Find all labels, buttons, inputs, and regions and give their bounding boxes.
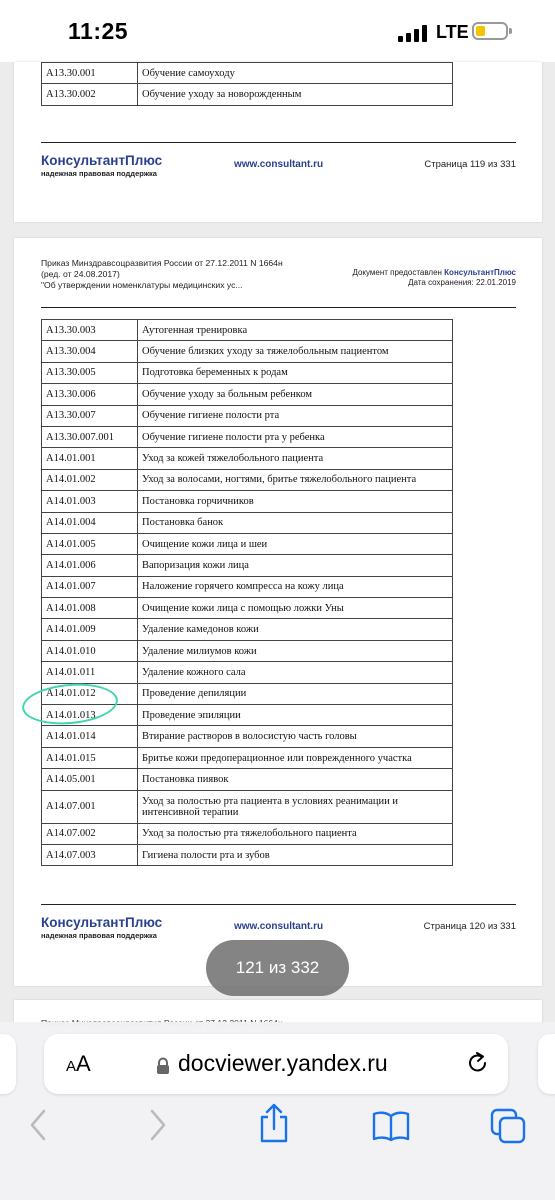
document-page-119 <box>14 62 542 222</box>
next-tab-card[interactable] <box>538 1034 555 1094</box>
service-code: A14.01.012 <box>42 683 138 704</box>
service-name: Гигиена полости рта и зубов <box>138 844 453 865</box>
service-code: A13.30.003 <box>42 320 138 341</box>
service-name: Очищение кожи лица с помощью ложки Уны <box>138 598 453 619</box>
status-bar <box>0 0 555 62</box>
forward-icon[interactable] <box>148 1108 168 1142</box>
service-name: Аутогенная тренировка <box>138 320 453 341</box>
network-type: LTE <box>436 22 469 42</box>
service-name: Обучение гигиене полости рта <box>138 405 453 426</box>
page-119-table <box>41 62 453 106</box>
site-link[interactable]: www.consultant.ru <box>234 921 324 932</box>
table-row <box>42 555 453 576</box>
service-name: Уход за полостью рта тяжелобольного пациента <box>138 823 453 844</box>
service-code: A14.07.001 <box>42 790 138 823</box>
table-row <box>42 769 453 790</box>
reader-settings-button[interactable]: AA <box>66 1051 91 1076</box>
service-name: Наложение горячего компресса на кожу лица <box>138 576 453 597</box>
page-number: Страница 120 из 331 <box>423 921 516 932</box>
table-row <box>42 448 453 469</box>
service-code: A14.01.011 <box>42 662 138 683</box>
service-code: A14.01.015 <box>42 747 138 768</box>
service-name: Удаление кожного сала <box>138 662 453 683</box>
service-name: Обучение уходу за новорожденным <box>138 84 453 105</box>
table-row <box>42 823 453 844</box>
table-row <box>42 405 453 426</box>
service-name: Уход за волосами, ногтями, бритье тяжелобольного пациента <box>138 469 453 490</box>
header-divider <box>41 307 516 308</box>
service-name: Обучение гигиене полости рта у ребенка <box>138 426 453 447</box>
service-code: A14.01.003 <box>42 491 138 512</box>
table-row <box>42 491 453 512</box>
table-row <box>42 384 453 405</box>
service-code: A14.01.002 <box>42 469 138 490</box>
service-name: Вапоризация кожи лица <box>138 555 453 576</box>
table-row <box>42 512 453 533</box>
service-code: A13.30.006 <box>42 384 138 405</box>
service-code: A14.01.010 <box>42 640 138 661</box>
browser-toolbar <box>0 1022 555 1200</box>
service-code: A14.01.004 <box>42 512 138 533</box>
service-name: Обучение самоуходу <box>138 63 453 84</box>
service-code: A14.01.014 <box>42 726 138 747</box>
service-name: Уход за кожей тяжелобольного пациента <box>138 448 453 469</box>
bookmarks-icon[interactable] <box>372 1110 410 1142</box>
share-icon[interactable] <box>258 1102 290 1144</box>
table-row <box>42 533 453 554</box>
document-header-source: Документ предоставлен КонсультантПлюс Дата сохранения: 22.01.2019 <box>352 268 516 287</box>
table-row <box>42 662 453 683</box>
service-code: A14.01.008 <box>42 598 138 619</box>
service-name: Постановка банок <box>138 512 453 533</box>
table-row <box>42 844 453 865</box>
table-row <box>42 63 453 84</box>
service-code: A14.07.003 <box>42 844 138 865</box>
service-code: A14.07.002 <box>42 823 138 844</box>
service-name: Обучение близких уходу за тяжелобольным пациентом <box>138 341 453 362</box>
page-120-table <box>41 319 453 866</box>
service-code: A13.30.001 <box>42 63 138 84</box>
site-link[interactable]: www.consultant.ru <box>234 159 324 170</box>
lock-icon <box>156 1057 170 1075</box>
previous-tab-card[interactable] <box>0 1034 16 1094</box>
service-name: Проведение эпиляции <box>138 705 453 726</box>
page-indicator: 121 из 332 <box>206 940 349 996</box>
service-code: A13.30.002 <box>42 84 138 105</box>
service-code: A13.30.007 <box>42 405 138 426</box>
table-row <box>42 640 453 661</box>
back-icon[interactable] <box>28 1108 48 1142</box>
table-row <box>42 426 453 447</box>
table-row <box>42 619 453 640</box>
service-name: Проведение депиляции <box>138 683 453 704</box>
service-code: A14.01.007 <box>42 576 138 597</box>
service-name: Постановка пиявок <box>138 769 453 790</box>
cellular-signal-icon <box>398 24 428 42</box>
address-bar[interactable] <box>44 1034 508 1094</box>
reload-icon[interactable] <box>466 1050 490 1076</box>
table-row <box>42 469 453 490</box>
service-name: Удаление камедонов кожи <box>138 619 453 640</box>
service-name: Уход за полостью рта пациента в условиях реанимации и интенсивной терапии <box>138 790 453 823</box>
document-header-title: Приказ Минздравсоцразвития России от 27.12.2011 N 1664н (ред. от 24.08.2017) "Об утверждении номенклатуры медицинских ус... <box>41 258 283 290</box>
service-code: A13.30.007.001 <box>42 426 138 447</box>
consultant-logo: КонсультантПлюс надежная правовая поддержка <box>41 153 163 178</box>
service-name: Очищение кожи лица и шеи <box>138 533 453 554</box>
table-row <box>42 726 453 747</box>
service-name: Удаление милиумов кожи <box>138 640 453 661</box>
battery-icon <box>472 22 508 40</box>
table-row <box>42 598 453 619</box>
service-code: A14.05.001 <box>42 769 138 790</box>
table-row <box>42 362 453 383</box>
document-page-120 <box>14 238 542 986</box>
table-row <box>42 341 453 362</box>
service-name: Постановка горчичников <box>138 491 453 512</box>
page-119-footer <box>41 142 516 193</box>
service-code: A13.30.005 <box>42 362 138 383</box>
table-row <box>42 84 453 105</box>
service-code: A14.01.013 <box>42 705 138 726</box>
service-code: A14.01.005 <box>42 533 138 554</box>
service-code: A14.01.001 <box>42 448 138 469</box>
service-code: A13.30.004 <box>42 341 138 362</box>
service-name: Втирание растворов в волосистую часть головы <box>138 726 453 747</box>
table-row <box>42 576 453 597</box>
url-text[interactable]: docviewer.yandex.ru <box>178 1050 388 1076</box>
service-name: Бритье кожи предоперационное или поврежденного участка <box>138 747 453 768</box>
status-time: 11:25 <box>68 18 129 44</box>
service-code: A14.01.009 <box>42 619 138 640</box>
table-row <box>42 747 453 768</box>
tabs-icon[interactable] <box>490 1108 526 1144</box>
consultant-logo: КонсультантПлюс надежная правовая поддержка <box>41 915 163 940</box>
page-number: Страница 119 из 331 <box>424 159 516 170</box>
table-row <box>42 320 453 341</box>
table-row <box>42 790 453 823</box>
service-name: Подготовка беременных к родам <box>138 362 453 383</box>
service-code: A14.01.006 <box>42 555 138 576</box>
service-name: Обучение уходу за больным ребенком <box>138 384 453 405</box>
